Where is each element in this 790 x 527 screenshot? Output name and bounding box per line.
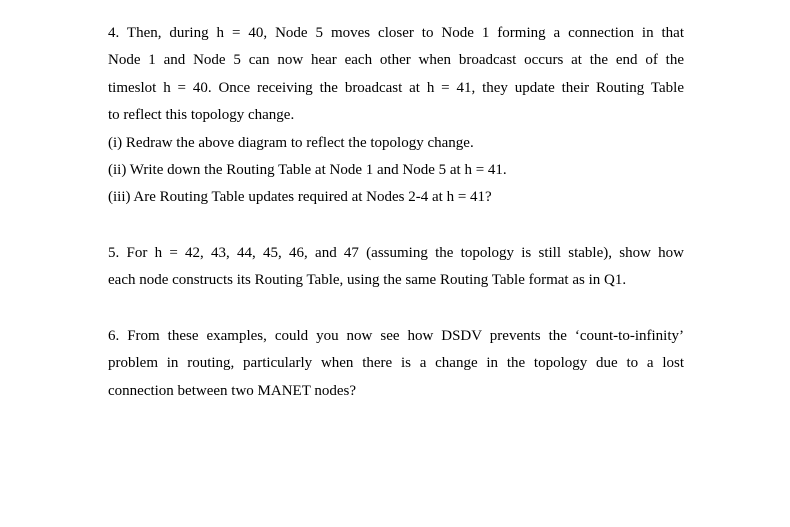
paragraph-gap bbox=[108, 212, 684, 240]
question-6 bbox=[108, 323, 684, 405]
document-page bbox=[108, 20, 684, 405]
question-4-part-i: (i) Redraw the above diagram to reflect the topology change. bbox=[108, 134, 474, 151]
question-4-line-1: 4. Then, during h = 40, Node 5 moves closer to Node 1 forming a connection in that bbox=[108, 25, 684, 41]
paragraph-gap bbox=[108, 295, 684, 323]
question-4-part-iii: (iii) Are Routing Table updates required at Nodes 2-4 at h = 41? bbox=[108, 189, 492, 206]
question-5-line-1: 5. For h = 42, 43, 44, 45, 46, and 47 (assuming the topology is still stable), show how bbox=[108, 244, 684, 261]
question-5-line-2: each node constructs its Routing Table, using the same Routing Table format as in Q1. bbox=[108, 272, 627, 289]
question-5 bbox=[108, 240, 684, 295]
question-4 bbox=[108, 20, 684, 212]
question-6-line-3: connection between two MANET nodes? bbox=[108, 382, 356, 399]
question-4-line-4: to reflect this topology change. bbox=[108, 107, 295, 124]
question-4-line-2: Node 1 and Node 5 can now hear each other when broadcast occurs at the end of the bbox=[108, 52, 684, 69]
question-4-line-3: timeslot h = 40. Once receiving the broadcast at h = 41, they update their Routing Table bbox=[108, 79, 684, 96]
question-6-line-1: 6. From these examples, could you now see how DSDV prevents the ‘count-to-infinity’ bbox=[108, 327, 684, 344]
question-6-line-2: problem in routing, particularly when there is a change in the topology due to a lost bbox=[108, 355, 684, 372]
question-4-part-ii: (ii) Write down the Routing Table at Node 1 and Node 5 at h = 41. bbox=[108, 161, 507, 178]
